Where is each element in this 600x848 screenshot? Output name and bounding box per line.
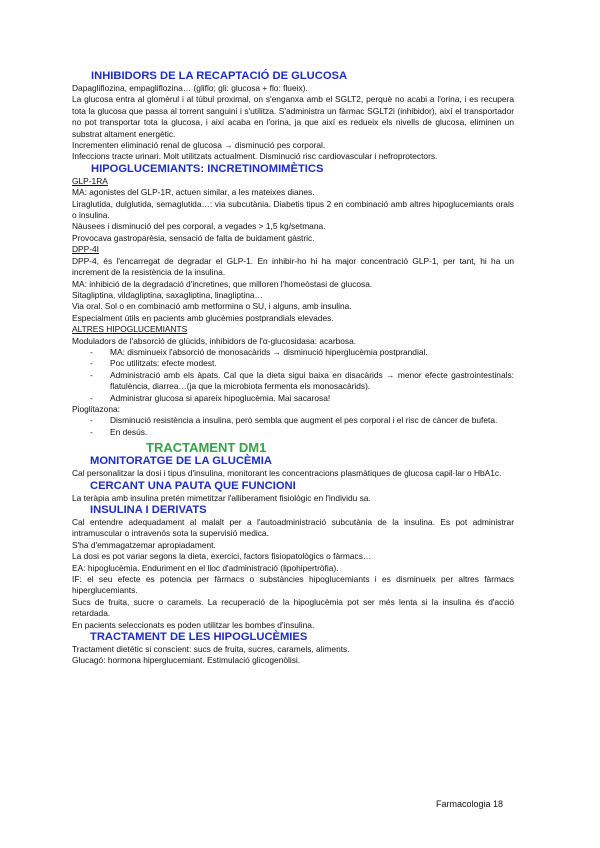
list-altres [72, 347, 514, 404]
paragraph: Sitagliptina, vildagliptina, saxagliptina, linagliptina… [72, 289, 263, 300]
page-footer: Farmacologia 18 [436, 799, 504, 809]
paragraph: Cal entendre adequadament al malalt per a l'autoadministració subcutània de la insulina. Es pot administrar intramuscular o intravenós sota la supervisió medica. [72, 517, 514, 539]
paragraph: EA: hipoglucèmia. Enduriment en el lloc d'administració (lipohipertròfia). [72, 562, 339, 573]
paragraph: La glucosa entra al glomèrul i al túbul proximal, on s'enganxa amb el SGLT2, perquè no acabi a l'orina, i es recupera tota la glucosa que passa al torrent sanguini i s'utilitza. S'administra un fàrmac SGLT2i (inhibidor), així el transportador no pot transportar tota la glucosa, i així acaba en l'orina, ja que així es redueix els nivells de glucosa, eliminen un substrat altament energètic. [72, 94, 514, 139]
list-item: - Disminució resistència a insulina, però sembla que augment el pes corporal i el risc de càncer de bufeta. [90, 415, 514, 426]
subheading-glp1ra: GLP-1RA [72, 175, 108, 186]
paragraph: Provocava gastroparèsia, sensació de falta de buidament gàstric. [72, 232, 315, 243]
paragraph: Infeccions tracte urinari. Molt utilitzats actualment. Disminució risc cardiovascular i nefroprotectors. [72, 151, 438, 162]
paragraph: Tractament dietètic si conscient: sucs de fruita, sucres, caramels, aliments. [72, 644, 350, 655]
paragraph: S'ha d'emmagatzemar apropiadament. [72, 539, 216, 550]
section-title-sglt2: INHIBIDORS DE LA RECAPTACIÓ DE GLUCOSA [91, 70, 348, 82]
paragraph: Dapagliflozina, empagliflozina… (gliflo; gli: glucosa + flo: flueix). [72, 83, 308, 93]
subheading-altres: ALTRES HIPOGLUCEMIANTS [72, 324, 188, 335]
paragraph: La dosi es pot variar segons la dieta, exercici, factors fisiopatològics o fàrmacs… [72, 551, 372, 562]
paragraph: IF: el seu efecte es potencia per fàrmacs o substàncies hipoglucemiants i es disminueix per altres fàrmacs hiperglucemiants. [72, 574, 514, 596]
list-item: - Administració amb els àpats. Cal que la dieta sigui baixa en disacàrids → menor efecte gastrointestinals: flatulència, diarrea…(ja que la microbiota fermenta els monosacàrids). [90, 370, 514, 393]
paragraph: MA: agonistes del GLP-1R, actuen similar, a les mateixes dianes. [72, 187, 315, 198]
subheading-pioglitazona: Pioglitazona: [72, 403, 120, 414]
list-pioglitazona [72, 415, 514, 438]
chapter-title-dm1: TRACTAMENT DM1 [146, 440, 267, 456]
section-title-pauta: CERCANT UNA PAUTA QUE FUNCIONI [90, 479, 296, 492]
paragraph: Incrementen eliminació renal de glucosa → disminució pes corporal. [72, 140, 326, 151]
section-title-insulina: INSULINA I DERIVATS [90, 504, 207, 516]
paragraph: MA: inhibició de la degradació d'incretines, que milloren l'homeòstasi de glucosa. [72, 278, 373, 289]
paragraph: Liraglutida, dulglutida, semaglutida…: via subcutània. Diabetis tipus 2 en combinació amb altres hipoglucemiants orals o insulina. [72, 198, 514, 221]
section-title-incretinomimetics: HIPOGLUCEMIANTS: INCRETINOMIMÈTICS [91, 162, 324, 175]
paragraph: Via oral. Sol o en combinació amb metformina o SU, i alguns, amb insulina. [72, 301, 352, 312]
section-title-hipoglucemies: TRACTAMENT DE LES HIPOGLUCÈMIES [90, 631, 308, 644]
page-content [72, 70, 514, 667]
paragraph: La teràpia amb insulina pretén mimetitzar l'alliberament fisiològic en l'individu sa. [72, 492, 371, 503]
paragraph: Moduladors de l'absorció de glúcids, inhibidors de l'α-glucosidasa: acarbosa. [72, 335, 357, 346]
paragraph: En pacients seleccionats es poden utilitzar les bombes d'insulina. [72, 619, 315, 630]
paragraph: Nàusees i disminució del pes corporal, a vegades > 1,5 kg/setmana. [72, 221, 326, 232]
list-item: - Poc utilitzats: efecte modest. [90, 358, 514, 369]
list-item: - En desús. [90, 427, 514, 438]
subheading-dpp4i: DPP-4I [72, 244, 99, 255]
paragraph: Glucagó: hormona hiperglucemiant. Estimulació glicogenòlisi. [72, 655, 301, 666]
paragraph: Sucs de fruita, sucre o caramels. La recuperació de la hipoglucèmia pot ser més lenta si la insulina és d'acció retardada. [72, 596, 514, 619]
list-item: - Administrar glucosa si apareix hipoglucèmia. Mai sacarosa! [90, 393, 514, 404]
section-title-monitoratge: MONITORATGE DE LA GLUCÈMIA [90, 455, 272, 468]
paragraph: Cal personalitzar la dosi i tipus d'insulina, monitorant les concentracions plasmàtiques de glucosa capil·lar o HbA1c. [72, 468, 502, 479]
paragraph: DPP-4, és l'encarregat de degradar el GLP-1. En inhibir-ho hi ha major concentració GLP-1, per tant, hi ha un increment de la resistència de la insulina. [72, 255, 514, 278]
list-item: - MA: disminueix l'absorció de monosacàrids → disminució hiperglucèmia postprandial. [90, 347, 514, 358]
paragraph: Especialment útils en pacients amb glucèmies postprandials elevades. [72, 312, 334, 323]
